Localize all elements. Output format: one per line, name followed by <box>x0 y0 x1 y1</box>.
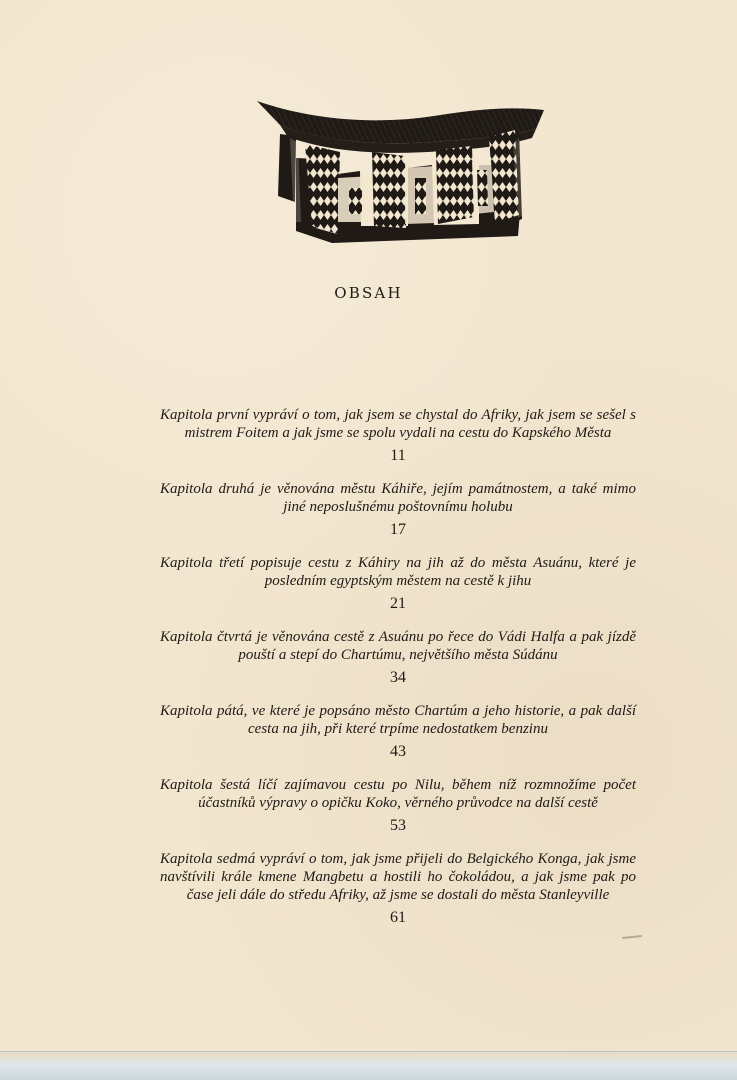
toc-entry <box>160 850 636 927</box>
table-of-contents <box>160 406 636 942</box>
toc-entry-page: 34 <box>390 669 406 686</box>
toc-entry-text: Kapitola sedmá vypráví o tom, jak jsme přijeli do Belgického Konga, jak jsme navštívili krále kmene Mangbetu a hostili ho čokoládou, a jak jsme pak po čase jeli dále do středu Afriky, až jsme se dostali do města Stanleyville <box>160 851 636 903</box>
toc-entry <box>160 702 636 761</box>
toc-entry-page: 53 <box>390 817 406 834</box>
toc-entry-text: Kapitola třetí popisuje cestu z Káhiry na jih až do města Asuánu, které je posledním egyptským městem na cestě k jihu <box>160 555 636 589</box>
toc-entry <box>160 628 636 687</box>
toc-entry <box>160 776 636 835</box>
toc-entry-text: Kapitola šestá líčí zajímavou cestu po Nilu, během níž rozmnožíme počet účastníků výpravy o opičku Koko, věrného průvodce na další cestě <box>160 777 636 811</box>
toc-entry <box>160 554 636 613</box>
toc-entry-page: 43 <box>390 743 406 760</box>
toc-entry <box>160 480 636 539</box>
toc-entry-text: Kapitola čtvrtá je věnována cestě z Asuánu po řece do Vádi Halfa a pak jízdě pouští a stepí do Chartúmu, největšího města Súdánu <box>160 629 636 663</box>
toc-entry <box>160 406 636 465</box>
african-headrest-illustration <box>254 96 548 248</box>
toc-entry-text: Kapitola pátá, ve které je popsáno město Chartúm a jeho historie, a pak další cesta na jih, při které trpíme nedostatkem benzinu <box>160 703 636 737</box>
toc-entry-page: 17 <box>390 521 406 538</box>
toc-entry-text: Kapitola druhá je věnována městu Káhiře, jejím památnostem, a také mimo jiné neposlušnému poštovnímu holubu <box>160 481 636 515</box>
toc-entry-page: 61 <box>390 909 406 926</box>
toc-entry-page: 21 <box>390 595 406 612</box>
page-title: OBSAH <box>334 284 403 302</box>
toc-entry-page: 11 <box>390 447 406 464</box>
page-bottom-strip <box>0 1051 737 1080</box>
toc-entry-text: Kapitola první vypráví o tom, jak jsem se chystal do Afriky, jak jsem se sešel s mistrem Foitem a jak jsme se spolu vydali na cestu do Kapského Města <box>160 407 636 441</box>
